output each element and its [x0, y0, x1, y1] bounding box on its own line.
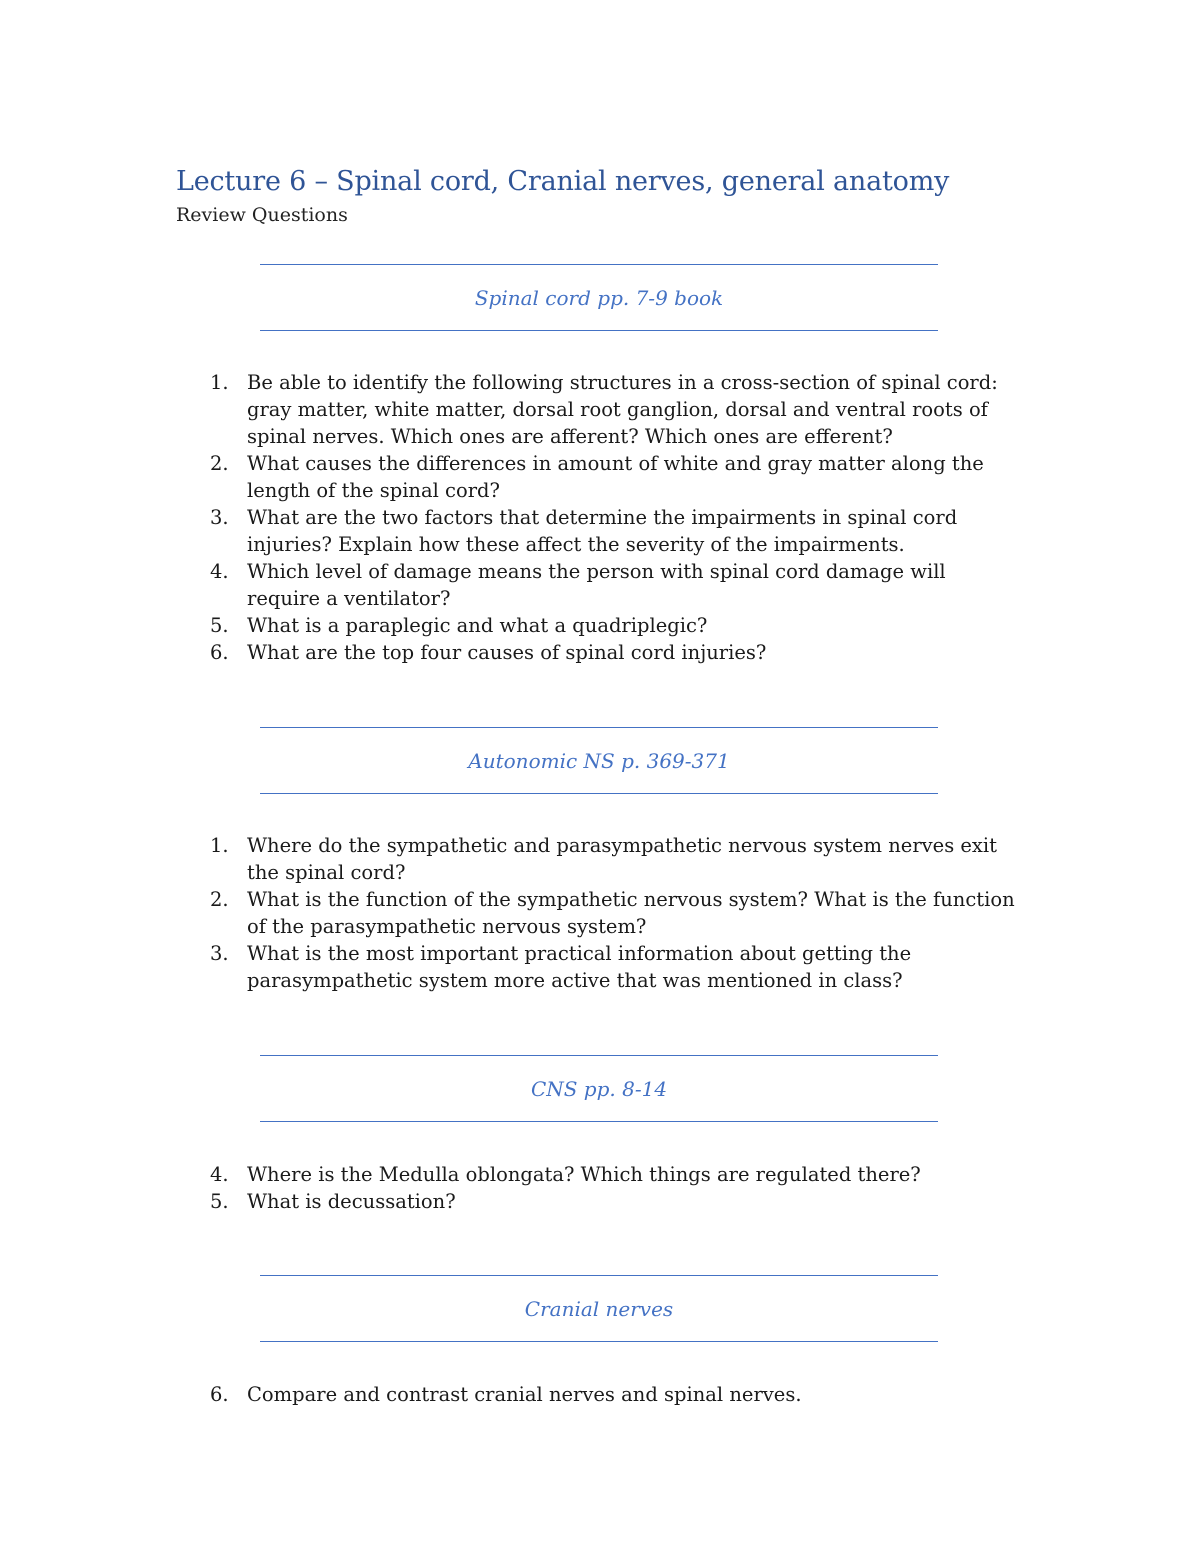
list-item [208, 450, 1020, 504]
question-number: 5. [210, 614, 229, 637]
question-number: 5. [210, 1190, 229, 1213]
question-number: 3. [210, 506, 229, 529]
list-item [208, 1381, 1020, 1408]
question-text: What is a paraplegic and what a quadriplegic? [247, 614, 708, 637]
question-text: What causes the differences in amount of white and gray matter along the length of the spinal cord? [247, 452, 984, 502]
section-heading-cns: CNS pp. 8-14 [260, 1055, 938, 1122]
question-number: 3. [210, 942, 229, 965]
question-number: 6. [210, 1383, 229, 1406]
list-item [208, 612, 1020, 639]
page-title: Lecture 6 – Spinal cord, Cranial nerves, general anatomy [176, 166, 950, 197]
list-item [208, 940, 1020, 994]
question-text: What are the top four causes of spinal cord injuries? [247, 641, 767, 664]
question-text: What are the two factors that determine the impairments in spinal cord injuries? Explain how these affect the severity of the impairments. [247, 506, 958, 556]
question-number: 2. [210, 888, 229, 911]
question-number: 1. [210, 371, 229, 394]
list-item [208, 886, 1020, 940]
question-list-autonomic-ns [208, 832, 1020, 994]
question-list-cns [208, 1161, 1020, 1215]
list-item [208, 1188, 1020, 1215]
question-text: What is the function of the sympathetic nervous system? What is the function of the parasympathetic nervous system? [247, 888, 1015, 938]
question-text: Where do the sympathetic and parasympathetic nervous system nerves exit the spinal cord? [247, 834, 998, 884]
list-item [208, 504, 1020, 558]
question-number: 4. [210, 1163, 229, 1186]
question-number: 4. [210, 560, 229, 583]
question-text: Which level of damage means the person with spinal cord damage will require a ventilator? [247, 560, 946, 610]
list-item [208, 1161, 1020, 1188]
question-text: What is decussation? [247, 1190, 456, 1213]
list-item [208, 832, 1020, 886]
question-text: Be able to identify the following structures in a cross-section of spinal cord: gray matter, white matter, dorsal root ganglion, dorsal and ventral roots of spinal nerves. Which ones are afferent? Which ones are efferent? [247, 371, 998, 448]
question-text: Where is the Medulla oblongata? Which things are regulated there? [247, 1163, 921, 1186]
page-subtitle: Review Questions [176, 204, 348, 226]
question-text: What is the most important practical information about getting the parasympathetic system more active that was mentioned in class? [247, 942, 912, 992]
list-item [208, 558, 1020, 612]
question-list-spinal-cord [208, 369, 1020, 666]
section-heading-spinal-cord: Spinal cord pp. 7-9 book [260, 264, 938, 331]
question-number: 6. [210, 641, 229, 664]
question-number: 2. [210, 452, 229, 475]
list-item [208, 369, 1020, 450]
list-item [208, 639, 1020, 666]
question-list-cranial-nerves [208, 1381, 1020, 1408]
section-heading-cranial-nerves: Cranial nerves [260, 1275, 938, 1342]
question-number: 1. [210, 834, 229, 857]
question-text: Compare and contrast cranial nerves and spinal nerves. [247, 1383, 802, 1406]
section-heading-autonomic-ns: Autonomic NS p. 369-371 [260, 727, 938, 794]
